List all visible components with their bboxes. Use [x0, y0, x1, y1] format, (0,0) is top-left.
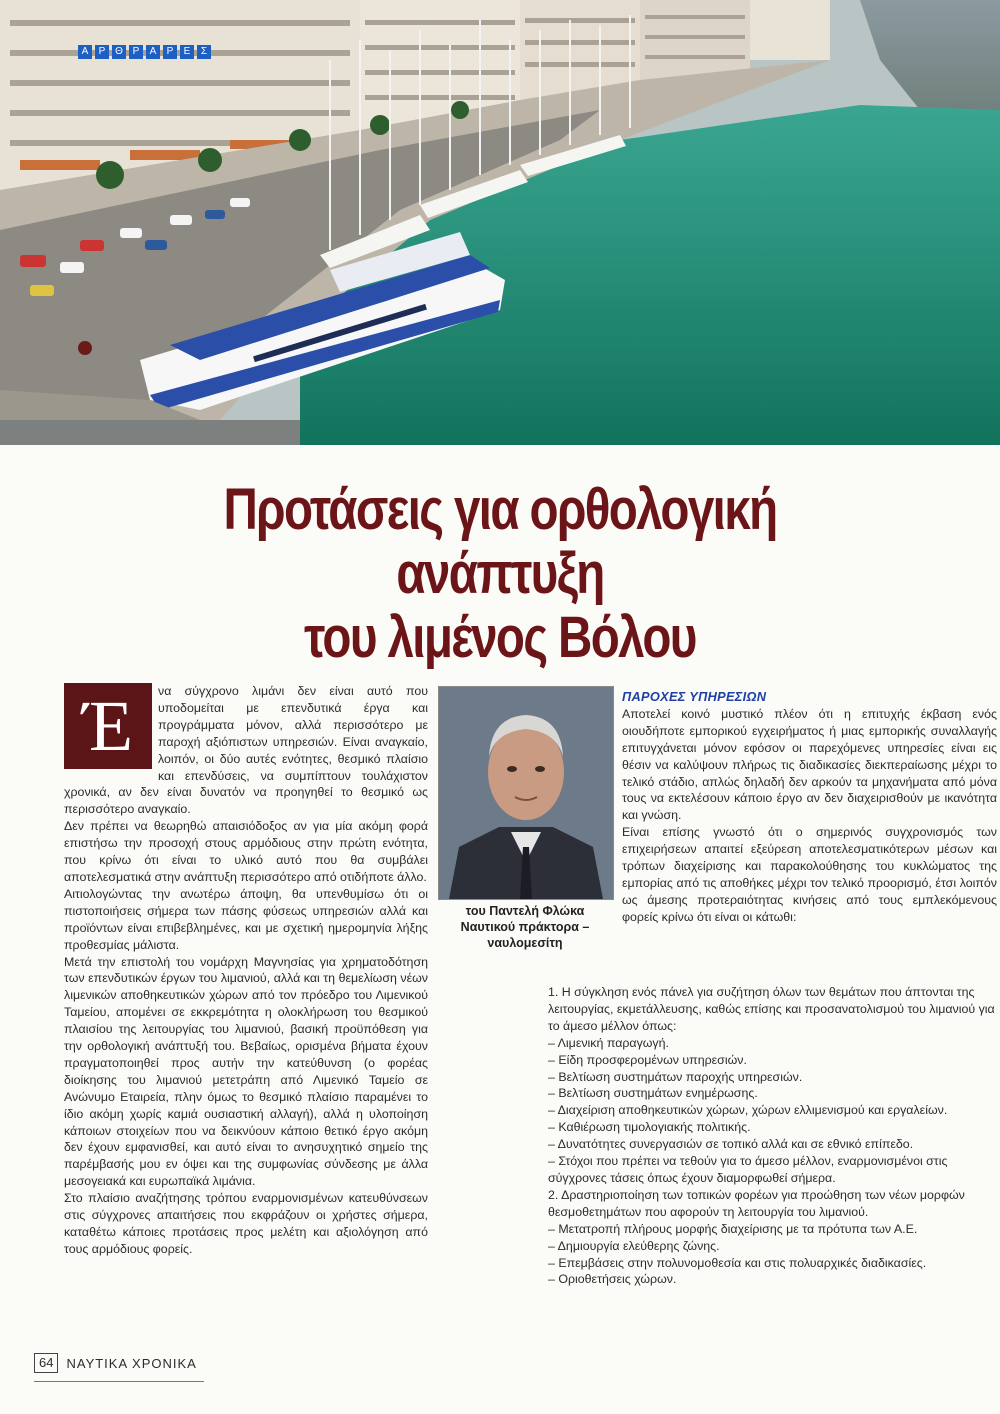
- list-item: – Δυνατότητες συνεργασιών σε τοπικό αλλά και σε εθνικό επίπεδο.: [548, 1137, 914, 1152]
- author-portrait: [438, 686, 614, 900]
- list-item: – Λιμενική παραγωγή.: [548, 1035, 669, 1050]
- caption-line: Ναυτικού πράκτορα –: [460, 920, 590, 934]
- list-item: – Είδη προσφερομένων υπηρεσιών.: [548, 1052, 747, 1067]
- tag-letter: Α: [78, 45, 92, 59]
- magazine-name: ΝΑΥΤΙΚΑ ΧΡΟΝΙΚΑ: [66, 1355, 197, 1371]
- article-headline: [164, 478, 836, 670]
- list-item: – Βελτίωση συστημάτων παροχής υπηρεσιών.: [548, 1069, 803, 1084]
- proposals-list: [548, 984, 998, 1288]
- list-item: – Καθιέρωση τιμολογιακής πολιτικής.: [548, 1120, 751, 1135]
- tag-letter: Ε: [180, 45, 194, 59]
- footer-rule: [34, 1381, 204, 1382]
- tag-letter: Α: [146, 45, 160, 59]
- dropcap: Έ: [64, 683, 152, 769]
- tag-letter: Ρ: [95, 45, 109, 59]
- caption-line: του Παντελή Φλώκα: [465, 904, 585, 918]
- list-item: – Διαχείριση αποθηκευτικών χώρων, χώρων ελλιμενισμού και εργαλείων.: [548, 1103, 948, 1118]
- author-caption: [438, 903, 612, 951]
- paragraph: να σύγχρονο λιμάνι δεν είναι αυτό που υποδομείται με επενδυτικά έργα και προγράμματα μόνον, αλλά περισσότερο με παροχή αξιόπιστων υπηρεσιών. Είναι αναγκαίο, λοιπόν, οι δύο αυτές ενότητες, θεσμικό πλαίσιο και επενδύσεις, να συμπίπτουν τουλάχιστον χρονικά, αν δεν είναι δυνατόν να προηγηθεί το θεσμικό ως περισσότερο αναγκαίο.: [64, 684, 428, 817]
- harbour-photo: [0, 0, 1000, 445]
- list-item: – Επεμβάσεις στην πολυνομοθεσία και στις πολυαρχικές διαδικασίες.: [548, 1255, 927, 1270]
- page-number: 64: [34, 1353, 58, 1373]
- paragraph: Μετά την επιστολή του νομάρχη Μαγνησίας για χρηματοδότηση των επενδυτικών έργων του λιμανιού, αλλά και τη θεμελίωση νέων λιμενικών αποθηκευτικών χώρων από τον πρόεδρο του Λιμενικού Ταμείου, απομένει σε εκκρεμότητα η ολοκλήρωση του θεσμικού πλαισίου της λειτουργίας του λιμανιού, βασική προϋπόθεση για την ορθολογική ανάπτυξή του. Βεβαίως, ορισμένα βήματα έχουν πραγματοποιηθεί προς αυτήν την κατεύθυνση (ο φορέας διοίκησης του λιμανιού μετετράπη από Λιμενικό Ταμείο σε Ανώνυμο Εταιρεία, πλην όμως το θεσμικό πλαίσιο παραμένει το ίδιο ακόμη χωρίς καμιά ουσιαστική αλλαγή), αλλά η υλοποίηση κάποιων στοιχείων που να δεικνύουν κάποιο θετικό έργο ακόμη δεν έχουν εμφανισθεί, και αυτό είναι το ανησυχητικό σημείο της παρέμβασής μου εν όψει και της συμφωνίας σύνδεσης με άλλα μεσογειακά και ευρωπαϊκά λιμάνια.: [64, 954, 428, 1189]
- tag-letter: Θ: [112, 45, 126, 59]
- tag-letter: Ρ: [129, 45, 143, 59]
- section-heading: ΠΑΡΟΧΕΣ ΥΠΗΡΕΣΙΩΝ: [622, 689, 767, 704]
- tag-letter: Σ: [197, 45, 211, 59]
- paragraph: Αιτιολογώντας την ανωτέρω άποψη, θα υπενθυμίσω ότι οι πιστοποιήσεις σήμερα των πάσης φύσεως υπηρεσιών αλλά και προϊόντων είναι επιβεβλημένες, και με σχετική ημερομηνία λήξης προθεσμίας μάλιστα.: [64, 886, 428, 952]
- paragraph: Δεν πρέπει να θεωρηθώ απαισιόδοξος αν για μία ακόμη φορά επιστήσω την προσοχή στους αρμόδιους στην πρώτη ενότητα, που κρίνω ότι είναι το υλικό αυτό που θα συμβάλει αποτελεσματικά στην ανάπτυξη περισσότερο από οτιδήποτε άλλο.: [64, 819, 428, 884]
- list-item: – Οριοθετήσεις χώρων.: [548, 1272, 677, 1287]
- left-column: [64, 683, 428, 1258]
- caption-line: ναυλομεσίτη: [487, 936, 563, 950]
- list-item: – Δημιουργία ελεύθερης ζώνης.: [548, 1238, 720, 1253]
- section-tag: [78, 45, 211, 59]
- paragraph: Αποτελεί κοινό μυστικό πλέον ότι η επιτυχής έκβαση ενός οιουδήποτε εμπορικού εγχειρήματος ή μιας εμπορικής συναλλαγής επιτυγχάνεται μόνον εφόσον οι παρεχόμενες υπηρεσίες είναι εις θέσιν να καλύψουν πλήρως τις διαδικασίες διεκπεραίωσης μέχρι το τελικό στάδιο, απλώς δηλαδή δεν αρκούν τα μηχανήματα από μόνα τους να εκτελέσουν κάποιο έργο αν δεν διαχειρισθούν με ικανότητα και γνώση.: [622, 706, 997, 823]
- right-column: [622, 689, 997, 926]
- tag-letter: Ρ: [163, 45, 177, 59]
- page-footer: [34, 1353, 197, 1373]
- list-item: – Βελτίωση συστημάτων ενημέρωσης.: [548, 1086, 758, 1101]
- list-item: – Μετατροπή πλήρους μορφής διαχείρισης με τα πρότυπα των Α.Ε.: [548, 1221, 918, 1236]
- list-item: 2. Δραστηριοποίηση των τοπικών φορέων για προώθηση των νέων μορφών θεσμοθετημάτων που αφορούν τη λειτουργία του λιμανιού.: [548, 1187, 965, 1219]
- paragraph: Είναι επίσης γνωστό ότι ο σημερινός συγχρονισμός των επιχειρήσεων απαιτεί εξεύρεση αποτελεσματικότερων μέσων και τρόπων διαχείρισης και παρακολούθησης του κυκλώματος της εμπορίας από τις αποθήκες μέχρι τον τελικό προορισμό, έτσι λοιπόν ως άμεσης προτεραιότητας κινήσεις από τους εμπλεκόμενους φορείς κρίνω ότι είναι οι κάτωθι:: [622, 825, 997, 924]
- list-item: – Στόχοι που πρέπει να τεθούν για το άμεσο μέλλον, εναρμονισμένοι στις σύγχρονες τάσεις όπως έχουν διαμορφωθεί σήμερα.: [548, 1154, 948, 1185]
- list-item: 1. Η σύγκληση ενός πάνελ για συζήτηση όλων των θεμάτων που άπτονται της λειτουργίας, εκμετάλλευσης, καθώς επίσης και προσανατολισμού του λιμανιού για το άμεσο μέλλον όπως:: [548, 985, 995, 1033]
- paragraph: Στο πλαίσιο αναζήτησης τρόπου εναρμονισμένων κατευθύνσεων στις σύγχρονες απαιτήσεις που εκφράζουν οι χρήστες σήμερα, καταθέτω κάποιες προτάσεις προς μελέτη και αξιολόγηση από τους αρμόδιους φορείς.: [64, 1191, 428, 1256]
- headline-line-2: του λιμένος Βόλου: [304, 605, 696, 670]
- headline-line-1: Προτάσεις για ορθολογική ανάπτυξη: [223, 477, 777, 606]
